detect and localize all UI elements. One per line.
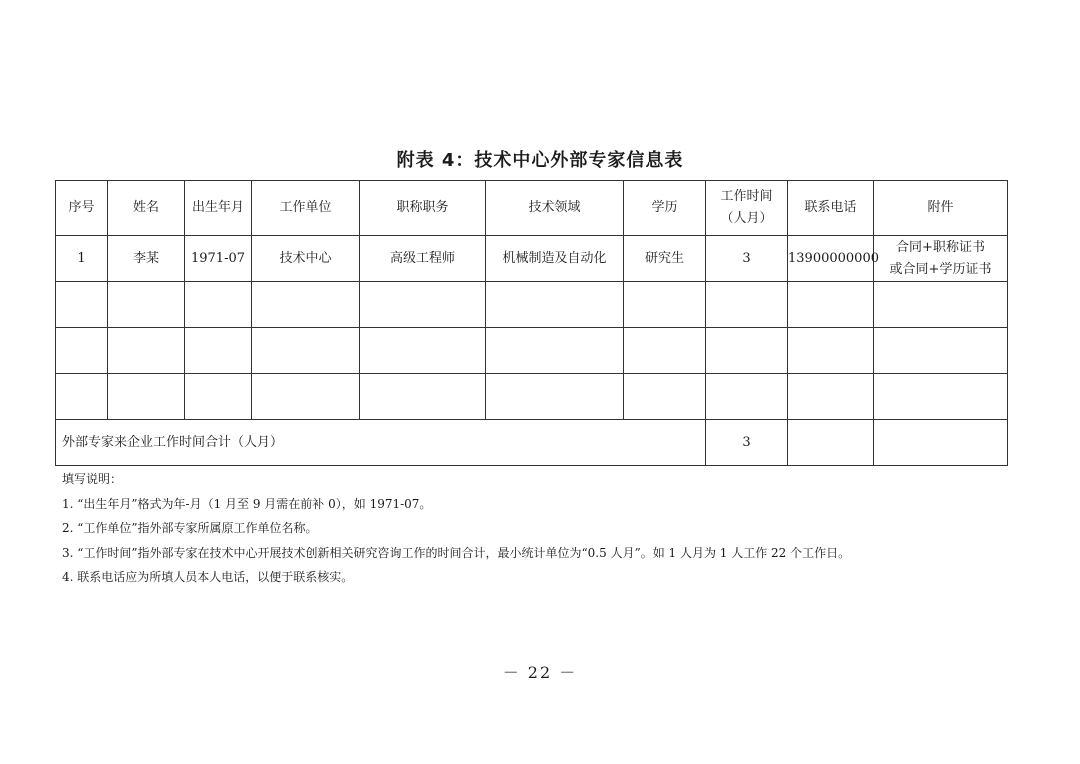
cell-education (624, 374, 706, 420)
header-cell-birth: 出生年月 (185, 181, 252, 236)
cell-title (360, 282, 486, 328)
cell-work-time (706, 282, 788, 328)
instruction-item: 1. “出生年月”格式为年-月（1 月至 9 月需在前补 0），如 1971-07。 (62, 496, 432, 511)
cell-work-time: 3 (706, 236, 788, 282)
header-work-time-line1: 工作时间 (720, 189, 773, 204)
cell-birth: 1971-07 (185, 236, 252, 282)
instructions-heading: 填写说明： (62, 472, 123, 486)
cell-title (360, 328, 486, 374)
header-cell-attachment: 附件 (874, 181, 1008, 236)
cell-field (486, 374, 624, 420)
header-cell-phone: 联系电话 (788, 181, 874, 236)
header-cell-index: 序号 (56, 181, 108, 236)
cell-field (486, 328, 624, 374)
table-row (56, 236, 1008, 282)
header-cell-work-time (706, 181, 788, 236)
instruction-item: 3. “工作时间”指外部专家在技术中心开展技术创新相关研究咨询工作的时间合计，最小统计单位为“0.5 人月”。如 1 人月为 1 人工作 22 个工作日。 (62, 545, 851, 560)
cell-work-time (706, 374, 788, 420)
cell-title (360, 374, 486, 420)
instruction-item: 4. 联系电话应为所填人员本人电话，以便于联系核实。 (62, 570, 354, 584)
cell-phone (788, 282, 874, 328)
cell-attachment (874, 374, 1008, 420)
instructions (62, 467, 850, 590)
cell-field (486, 282, 624, 328)
cell-title: 高级工程师 (360, 236, 486, 282)
header-cell-field: 技术领域 (486, 181, 624, 236)
cell-phone (788, 374, 874, 420)
header-cell-title: 职称职务 (360, 181, 486, 236)
instruction-item: 2. “工作单位”指外部专家所属原工作单位名称。 (62, 521, 318, 535)
header-cell-employer: 工作单位 (252, 181, 360, 236)
cell-work-time (706, 328, 788, 374)
cell-birth (185, 328, 252, 374)
cell-education (624, 282, 706, 328)
cell-index (56, 374, 108, 420)
cell-index: 1 (56, 236, 108, 282)
table-header-row (56, 181, 1008, 236)
table-row (56, 282, 1008, 328)
table-row (56, 328, 1008, 374)
cell-name: 李某 (108, 236, 185, 282)
cell-employer: 技术中心 (252, 236, 360, 282)
expert-info-table (55, 180, 1008, 466)
cell-education: 研究生 (624, 236, 706, 282)
cell-name (108, 282, 185, 328)
cell-birth (185, 374, 252, 420)
cell-phone: 13900000000 (788, 236, 874, 282)
cell-attachment (874, 282, 1008, 328)
total-empty-cell (874, 420, 1008, 466)
cell-index (56, 328, 108, 374)
total-row (56, 420, 1008, 466)
attachment-line2: 或合同+学历证书 (889, 261, 992, 277)
cell-attachment (874, 236, 1008, 282)
page-number: － 22 － (502, 663, 578, 682)
cell-birth (185, 282, 252, 328)
cell-attachment (874, 328, 1008, 374)
header-cell-name: 姓名 (108, 181, 185, 236)
cell-name (108, 328, 185, 374)
cell-phone (788, 328, 874, 374)
attachment-line1: 合同+职称证书 (896, 239, 985, 255)
cell-employer (252, 328, 360, 374)
cell-name (108, 374, 185, 420)
cell-field: 机械制造及自动化 (486, 236, 624, 282)
cell-index (56, 282, 108, 328)
document-title: 附表 4：技术中心外部专家信息表 (396, 150, 684, 171)
table-row (56, 374, 1008, 420)
total-value: 3 (706, 420, 788, 466)
cell-employer (252, 282, 360, 328)
cell-employer (252, 374, 360, 420)
header-work-time-line2: （人月） (720, 211, 773, 226)
total-empty-cell (788, 420, 874, 466)
cell-education (624, 328, 706, 374)
header-cell-education: 学历 (624, 181, 706, 236)
total-label: 外部专家来企业工作时间合计（人月） (56, 420, 706, 466)
